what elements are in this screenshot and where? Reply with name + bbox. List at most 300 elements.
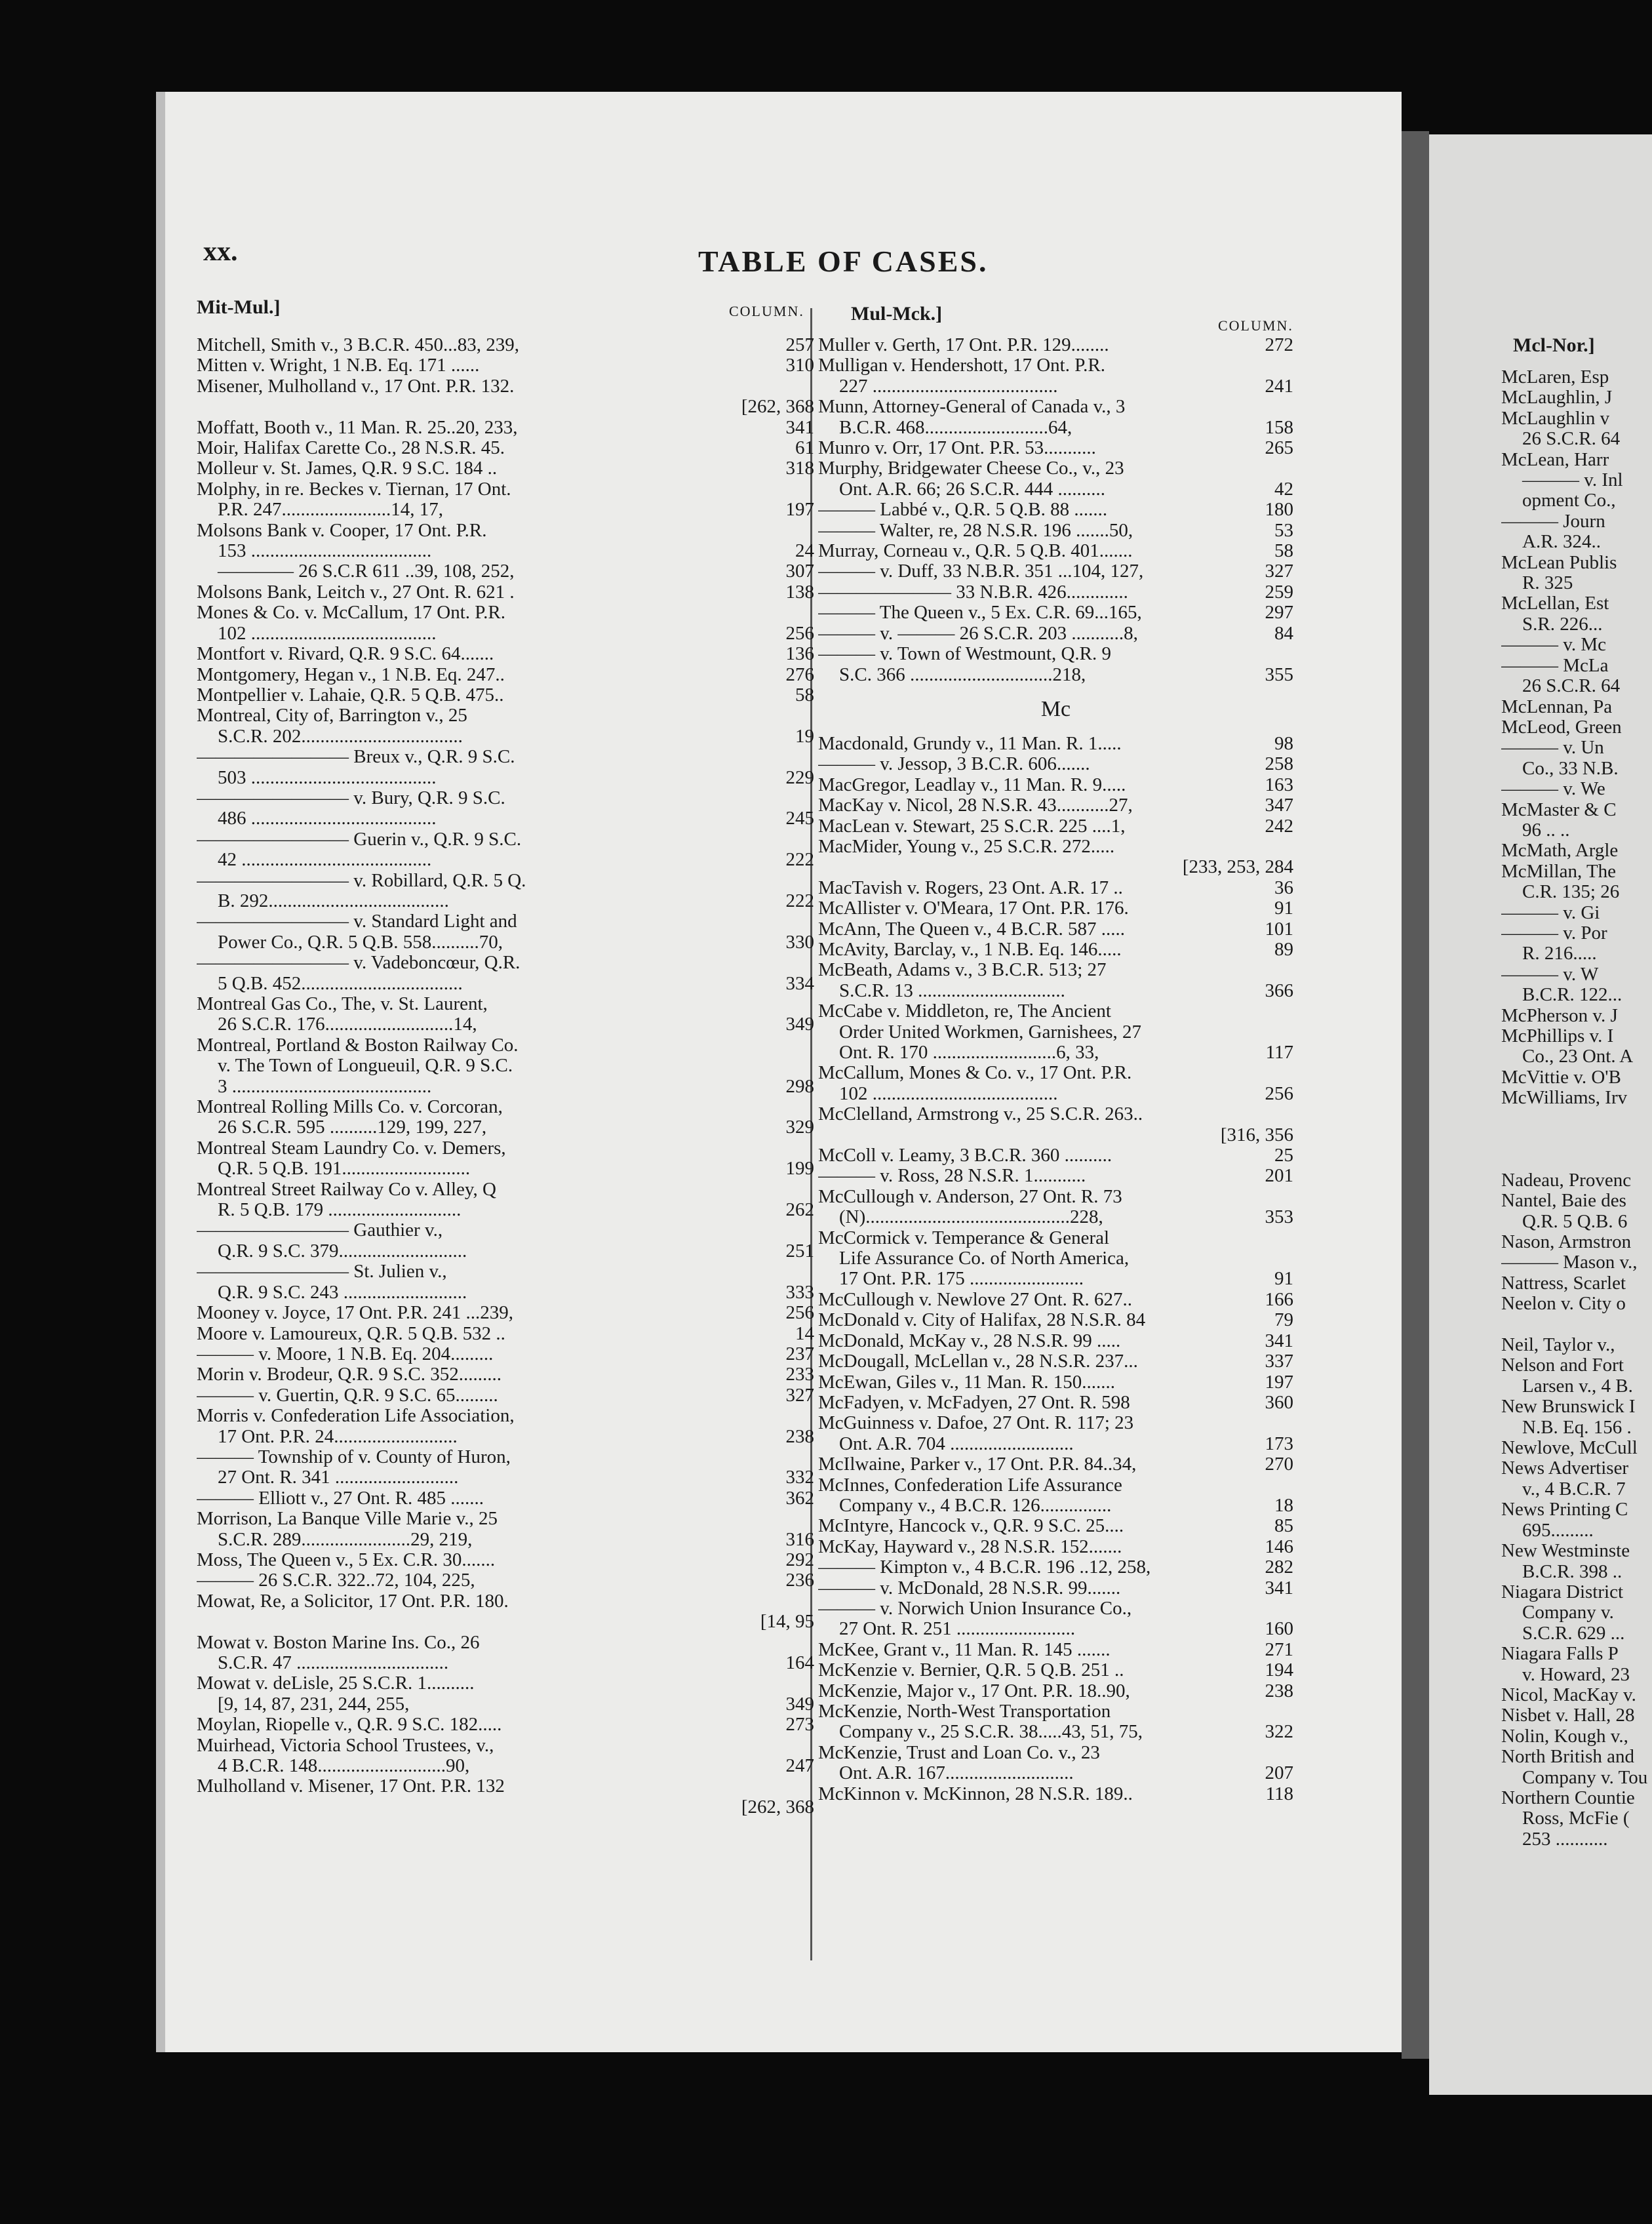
next-page-entry: 26 S.C.R. 64 [1522,429,1621,450]
right-column-word: COLUMN. [1218,317,1293,334]
index-entry [818,1537,1293,1557]
next-page-entry: McMaster & C [1501,799,1617,820]
next-page-entry: Ross, McFie ( [1522,1808,1630,1829]
index-entry [197,1530,814,1550]
index-entry [818,479,1293,500]
index-entry [197,1077,814,1097]
index-entry [197,953,814,973]
next-page-entry: McMath, Argle [1501,841,1619,862]
entry-text: P.R. 247.......................14, 17, [218,500,444,521]
entry-text: Montreal Street Railway Co v. Alley, Q [197,1179,496,1200]
entry-text: McBeath, Adams v., 3 B.C.R. 513; 27 [818,960,1107,981]
next-page-entry: v. Howard, 23 [1522,1664,1630,1685]
entry-column-number: 341 [1265,1577,1293,1598]
entry-column-number: 307 [785,561,814,582]
entry-column-number: 91 [1274,898,1293,919]
entry-text: McAvity, Barclay, v., 1 N.B. Eq. 146..... [818,939,1122,960]
index-entry [818,1619,1293,1639]
section-heading-mc: Mc [1040,697,1071,722]
entry-text: Morris v. Confederation Life Association, [197,1406,515,1427]
entry-column-number: 146 [1265,1536,1293,1557]
entry-column-number: 327 [1265,561,1293,582]
entry-text: 27 Ont. R. 251 ......................... [839,1619,1076,1640]
next-page-entry: Nicol, MacKay v. [1501,1684,1636,1705]
entry-column-number: 89 [1274,938,1293,960]
index-entry [197,871,814,891]
index-entry [197,705,814,726]
entry-text: 17 Ont. P.R. 24.......................... [218,1426,458,1447]
next-page-entry: ——— v. We [1501,779,1605,800]
entry-column-number: 98 [1274,732,1293,754]
entry-column-number: 333 [785,1281,814,1303]
index-entry [197,1694,814,1715]
entry-column-number: 207 [1265,1762,1293,1784]
next-page-entry: Company v. Tou [1522,1767,1648,1788]
entry-column-number: 332 [785,1467,814,1488]
entry-column-number: [233, 253, 284 [1182,856,1293,878]
next-page-entry: B.C.R. 122... [1522,985,1622,1006]
entry-text: McCullough v. Newlove 27 Ont. R. 627.. [818,1289,1133,1310]
index-entry [818,376,1293,397]
entry-text: Mitten v. Wright, 1 N.B. Eq. 171 ...... [197,355,480,376]
index-entry [197,1385,814,1406]
entry-column-number: 173 [1265,1433,1293,1454]
entry-text: McEwan, Giles v., 11 Man. R. 150....... [818,1372,1115,1393]
entry-text: Montreal Steam Laundry Co. v. Demers, [197,1138,506,1159]
entry-text: ———————— Gauthier v., [197,1220,443,1241]
index-entry [818,644,1293,664]
index-entry [818,1393,1293,1413]
entry-text: 102 ....................................... [218,623,437,644]
entry-text: ——— The Queen v., 5 Ex. C.R. 69...165, [818,603,1142,624]
index-entry [197,582,814,603]
entry-column-number: 84 [1274,622,1293,644]
next-page-entry: McLellan, Est [1501,593,1609,614]
entry-column-number: 166 [1265,1288,1293,1310]
index-entry [818,603,1293,623]
entry-text: ——— v. Ross, 28 N.S.R. 1........... [818,1166,1086,1187]
entry-text: Munro v. Orr, 17 Ont. P.R. 53........... [818,438,1096,459]
index-entry [197,788,814,808]
book-gutter [1402,131,1429,2059]
entry-text: 503 ....................................... [218,767,437,788]
entry-text: (N)...........................................228, [839,1207,1103,1228]
entry-column-number: 58 [1274,540,1293,562]
index-entry [818,1578,1293,1598]
next-page-entry: News Advertiser [1501,1458,1629,1479]
entry-column-number: 197 [1265,1371,1293,1393]
index-entry [818,438,1293,458]
index-entry [197,747,814,767]
entry-text: Molsons Bank v. Cooper, 17 Ont. P.R. [197,520,487,541]
index-entry [818,795,1293,816]
entry-column-number: 242 [1265,815,1293,837]
entry-text: ——— v. ——— 26 S.C.R. 203 ...........8, [818,623,1138,644]
index-entry [197,438,814,458]
entry-text: Murray, Corneau v., Q.R. 5 Q.B. 401....... [818,541,1133,562]
index-entry [197,1797,814,1817]
index-entry [197,726,814,747]
entry-text: B. 292...................................... [218,890,449,911]
entry-text: Muller v. Gerth, 17 Ont. P.R. 129........ [818,335,1109,355]
index-entry [197,1447,814,1467]
next-page-entry: ——— v. Inl [1522,470,1623,491]
entry-column-number: 256 [785,1302,814,1324]
entry-column-number: 245 [785,808,814,829]
entry-text: S.C.R. 202.................................. [218,726,463,747]
entry-text: Q.R. 5 Q.B. 191........................... [218,1159,471,1180]
entry-column-number: 138 [785,581,814,603]
index-entry [197,1097,814,1117]
index-entry [197,1344,814,1364]
entry-text: Montgomery, Hegan v., 1 N.B. Eq. 247.. [197,664,505,685]
entry-text: Misener, Mulholland v., 17 Ont. P.R. 132. [197,376,515,397]
index-entry [197,1673,814,1694]
next-page-entry: ——— Mason v., [1501,1252,1638,1273]
index-entry [197,1776,814,1797]
entry-text: Montreal Rolling Mills Co. v. Corcoran, [197,1097,503,1118]
index-entry [818,1516,1293,1536]
index-entry [197,1756,814,1776]
entry-text: Moir, Halifax Carette Co., 28 N.S.R. 45. [197,438,505,459]
entry-column-number: 194 [1265,1659,1293,1681]
entry-text: Mulligan v. Hendershott, 17 Ont. P.R. [818,355,1105,376]
index-entry [197,1550,814,1570]
next-page-entry: A.R. 324.. [1522,532,1602,553]
entry-column-number: 270 [1265,1454,1293,1475]
entry-text: Ont. A.R. 167........................... [839,1763,1074,1784]
next-page-entry [1501,1129,1652,1149]
next-page-entry: v., 4 B.C.R. 7 [1522,1479,1626,1499]
entry-column-number: 85 [1274,1515,1293,1537]
entry-column-number: 353 [1265,1206,1293,1228]
entry-column-number: 272 [1265,334,1293,355]
next-page-entry: Company v. [1522,1602,1614,1623]
index-entry [818,754,1293,774]
entry-text: ——— v. Jessop, 3 B.C.R. 606....... [818,754,1090,775]
next-page-entry: McLeod, Green [1501,717,1622,738]
entry-column-number: 117 [1265,1042,1293,1063]
entry-text: McKenzie, Trust and Loan Co. v., 23 [818,1742,1100,1763]
index-entry [818,624,1293,644]
entry-column-number: 222 [785,890,814,911]
next-page-entry: Nantel, Baie des [1501,1191,1626,1212]
entry-text: Munn, Attorney-General of Canada v., 3 [818,397,1126,418]
entry-text: 17 Ont. P.R. 175 ........................ [839,1269,1084,1290]
next-page-entry [1501,1109,1652,1129]
page-title: TABLE OF CASES. [698,245,989,278]
entry-column-number: 238 [1265,1680,1293,1701]
index-entry [197,1241,814,1261]
index-entry [197,1138,814,1159]
entry-text: Company v., 25 S.C.R. 38.....43, 51, 75, [839,1722,1143,1743]
index-entry [197,665,814,685]
next-page-entry: Northern Countie [1501,1787,1635,1808]
next-page-entry: S.R. 226... [1522,614,1603,635]
next-page-entry: Nisbet v. Hall, 28 [1501,1705,1635,1726]
index-entry [818,1640,1293,1660]
entry-text: 3 .......................................... [218,1076,432,1097]
index-entry [197,603,814,623]
index-entry [197,1056,814,1076]
entry-text: Power Co., Q.R. 5 Q.B. 558..........70, [218,932,503,953]
entry-text: Montreal Gas Co., The, v. St. Laurent, [197,994,488,1014]
entry-column-number: 265 [1265,437,1293,459]
entry-text: Company v., 4 B.C.R. 126............... [839,1495,1112,1516]
right-column-head: Mul-Mck.] [851,303,943,325]
entry-column-number: 241 [1265,375,1293,397]
index-entry [197,1467,814,1488]
next-page-entry: Nattress, Scarlet [1501,1273,1626,1294]
entry-text: McDougall, McLellan v., 28 N.S.R. 237... [818,1351,1138,1372]
next-page-entry: C.R. 135; 26 [1522,882,1620,903]
entry-text: McIlwaine, Parker v., 17 Ont. P.R. 84..34, [818,1454,1137,1475]
index-entry [197,624,814,644]
entry-text: ——— v. Duff, 33 N.B.R. 351 ...104, 127, [818,561,1144,582]
index-entry [818,1042,1293,1063]
index-entry [197,500,814,520]
entry-column-number: 360 [1265,1391,1293,1413]
index-entry [197,1653,814,1673]
entry-text: McCormick v. Temperance & General [818,1227,1110,1248]
next-page-entry: Nelson and Fort [1501,1355,1624,1376]
index-entry [197,808,814,829]
index-entry [197,355,814,376]
next-page-entry: S.C.R. 629 ... [1522,1623,1625,1644]
entry-text: Molleur v. St. James, Q.R. 9 S.C. 184 .. [197,458,498,479]
index-entry [818,1331,1293,1351]
index-entry [197,418,814,438]
entry-column-number: 18 [1274,1494,1293,1516]
entry-column-number: 222 [785,849,814,871]
entry-column-number: 53 [1274,519,1293,541]
index-entry [818,1166,1293,1186]
entry-column-number: 297 [1265,602,1293,624]
entry-text: Q.R. 9 S.C. 379........................... [218,1241,467,1261]
entry-column-number: 337 [1265,1351,1293,1372]
entry-text: Murphy, Bridgewater Cheese Co., v., 23 [818,458,1124,479]
entry-text: Ont. R. 170 ..........................6, 33, [839,1042,1099,1063]
index-entry [197,1364,814,1385]
entry-text: ——— v. Town of Westmount, Q.R. 9 [818,644,1112,665]
entry-column-number: 341 [1265,1330,1293,1351]
entry-text: ——— Township of v. County of Huron, [197,1446,511,1467]
next-page-entry: 26 S.C.R. 64 [1522,676,1621,697]
next-page-entry: ——— Journ [1501,511,1605,532]
entry-text: McKinnon v. McKinnon, 28 N.S.R. 189.. [818,1783,1133,1804]
entry-text: Montfort v. Rivard, Q.R. 9 S.C. 64....... [197,644,494,665]
index-entry [818,1104,1293,1124]
next-page-entry: New Brunswick I [1501,1397,1636,1418]
entry-column-number: 238 [785,1425,814,1447]
index-entry [197,1159,814,1179]
index-entry [197,911,814,932]
index-entry [197,458,814,479]
entry-column-number: 58 [795,684,814,705]
entry-text: ———— 26 S.C.R 611 ..39, 108, 252, [218,561,515,582]
next-page-entry: McLean Publis [1501,552,1617,573]
index-entry [818,582,1293,603]
entry-text: Moylan, Riopelle v., Q.R. 9 S.C. 182..... [197,1715,502,1736]
next-page-entry: Niagara Falls P [1501,1644,1619,1665]
index-entry [818,458,1293,479]
index-entry [818,1598,1293,1619]
entry-text: ——— Elliott v., 27 Ont. R. 485 ....... [197,1488,484,1509]
entry-text: Ont. A.R. 704 .......................... [839,1433,1074,1454]
index-entry [197,1570,814,1591]
entry-text: R. 5 Q.B. 179 ............................ [218,1200,462,1221]
next-page-entry: Nason, Armstron [1501,1232,1632,1253]
entry-column-number: 158 [1265,416,1293,438]
next-page-entry: McLaren, Esp [1501,367,1609,387]
entry-text: McCullough v. Anderson, 27 Ont. R. 73 [818,1186,1122,1207]
index-entry [818,1784,1293,1804]
entry-text: Mowat v. Boston Marine Ins. Co., 26 [197,1632,480,1653]
index-entry [197,768,814,788]
index-entry [818,541,1293,561]
entry-text: McKee, Grant v., 11 Man. R. 145 ....... [818,1639,1111,1660]
entry-column-number: 355 [1265,664,1293,685]
index-entry [197,1200,814,1220]
entry-text: ——— v. Moore, 1 N.B. Eq. 204......... [197,1343,494,1364]
entry-text: Mones & Co. v. McCallum, 17 Ont. P.R. [197,603,506,624]
next-page-entry: McWilliams, Irv [1501,1088,1628,1109]
entry-column-number: 229 [785,766,814,788]
entry-text: ———————— v. Standard Light and [197,911,517,932]
entry-text: Mowat v. deLisle, 25 S.C.R. 1.......... [197,1673,475,1694]
index-entry [197,932,814,953]
index-entry [818,878,1293,898]
index-entry [818,919,1293,940]
entry-text: McColl v. Leamy, 3 B.C.R. 360 .......... [818,1145,1112,1166]
entry-text: ——— Labbé v., Q.R. 5 Q.B. 88 ....... [818,500,1108,521]
index-entry [197,1324,814,1344]
entry-text: MacLean v. Stewart, 25 S.C.R. 225 ....1, [818,816,1126,837]
entry-text: MacGregor, Leadlay v., 11 Man. R. 9..... [818,774,1126,795]
index-entry [818,1722,1293,1742]
entry-text: Moss, The Queen v., 5 Ex. C.R. 30....... [197,1549,496,1570]
index-entry [818,418,1293,438]
entry-text: 227 ....................................... [839,376,1058,397]
next-page-entry: ——— McLa [1501,655,1609,676]
next-page-entry: McVittie v. O'B [1501,1067,1621,1088]
index-entry [197,1180,814,1200]
next-page-entry: McMillan, The [1501,861,1617,882]
entry-text: 27 Ont. R. 341 .......................... [218,1467,459,1488]
entry-column-number: 61 [795,437,814,459]
index-entry [818,1269,1293,1289]
index-entry [818,1228,1293,1248]
index-entry [197,891,814,911]
entry-column-number: 251 [785,1240,814,1261]
next-page-entry: 253 ........... [1522,1829,1608,1850]
index-entry [818,1001,1293,1022]
entry-text: ———————— v. Bury, Q.R. 9 S.C. [197,787,505,808]
next-page-entry: Neil, Taylor v., [1501,1335,1615,1356]
entry-column-number: 91 [1274,1268,1293,1290]
index-entry [197,1220,814,1241]
entry-text: 5 Q.B. 452.................................. [218,973,463,994]
next-page-entry: ——— v. Gi [1501,902,1600,923]
entry-column-number: [316, 356 [1220,1124,1293,1145]
index-entry [818,734,1293,754]
entry-text: ——— v. Norwich Union Insurance Co., [818,1598,1132,1619]
index-entry [197,974,814,994]
entry-text: ——— Walter, re, 28 N.S.R. 196 .......50, [818,520,1133,541]
entry-column-number: 256 [1265,1082,1293,1104]
next-page-entry: McPherson v. J [1501,1005,1618,1026]
index-entry [818,355,1293,376]
index-entry [818,1763,1293,1783]
entry-text: 4 B.C.R. 148...........................90, [218,1756,470,1777]
index-entry [818,1351,1293,1372]
entry-text: Ont. A.R. 66; 26 S.C.R. 444 .......... [839,479,1106,500]
entry-text: 26 S.C.R. 595 ..........129, 199, 227, [218,1117,487,1138]
entry-text: ———————— v. Vadeboncœur, Q.R. [197,953,521,974]
entry-column-number: 362 [785,1487,814,1509]
index-entry [197,850,814,870]
entry-text: S.C.R. 289.......................29, 219, [218,1529,473,1550]
entry-column-number: 36 [1274,877,1293,898]
next-page-entry: ——— v. W [1501,964,1599,985]
entry-text: McKay, Hayward v., 28 N.S.R. 152....... [818,1536,1122,1557]
entry-column-number: 273 [785,1714,814,1736]
index-entry [818,335,1293,355]
entry-text: ———————— Breux v., Q.R. 9 S.C. [197,747,515,768]
index-entry [818,1496,1293,1516]
entry-text: ——— v. Guertin, Q.R. 9 S.C. 65......... [197,1385,498,1406]
index-entry [818,1248,1293,1269]
index-entry [197,1509,814,1529]
next-page-entry: Nolin, Kough v., [1501,1726,1628,1747]
entry-column-number: 341 [785,416,814,438]
entry-column-number: 329 [785,1117,814,1138]
right-index-column [818,335,1293,1804]
index-entry [197,1406,814,1426]
entry-text: Muirhead, Victoria School Trustees, v., [197,1735,494,1756]
entry-text: Moffatt, Booth v., 11 Man. R. 25..20, 233, [197,417,518,438]
entry-column-number: 310 [785,355,814,376]
entry-text: McAnn, The Queen v., 4 B.C.R. 587 ..... [818,919,1125,940]
entry-column-number: 276 [785,664,814,685]
entry-column-number: 258 [1265,753,1293,775]
entry-text: 26 S.C.R. 176...........................14, [218,1014,477,1035]
entry-column-number: 327 [785,1384,814,1406]
entry-column-number: [262, 368 [741,1796,814,1817]
entry-text: MacKay v. Nicol, 28 N.S.R. 43...........27, [818,795,1133,816]
entry-column-number: 298 [785,1075,814,1097]
next-page-entry: opment Co., [1522,490,1616,511]
entry-text: Mowat, Re, a Solicitor, 17 Ont. P.R. 180. [197,1591,509,1612]
entry-column-number: 349 [785,1693,814,1715]
index-entry [818,1372,1293,1393]
index-entry [197,541,814,561]
index-entry [818,561,1293,582]
index-entry [818,1125,1293,1145]
index-entry [197,1035,814,1056]
next-page-entry: McPhillips v. I [1501,1026,1614,1046]
index-entry [818,857,1293,877]
entry-text: Moore v. Lamoureux, Q.R. 5 Q.B. 532 .. [197,1323,505,1344]
entry-text: Montreal, Portland & Boston Railway Co. [197,1035,519,1056]
entry-column-number: 24 [795,540,814,562]
next-page-entry: Neelon v. City o [1501,1294,1626,1315]
entry-text: ——— v. McDonald, 28 N.S.R. 99....... [818,1578,1121,1598]
next-page-entry: ——— v. Por [1501,923,1607,943]
entry-text: ——————— 33 N.B.R. 426............. [818,582,1128,603]
entry-text: 153 ...................................... [218,541,432,562]
entry-text: ———————— Guerin v., Q.R. 9 S.C. [197,829,522,850]
